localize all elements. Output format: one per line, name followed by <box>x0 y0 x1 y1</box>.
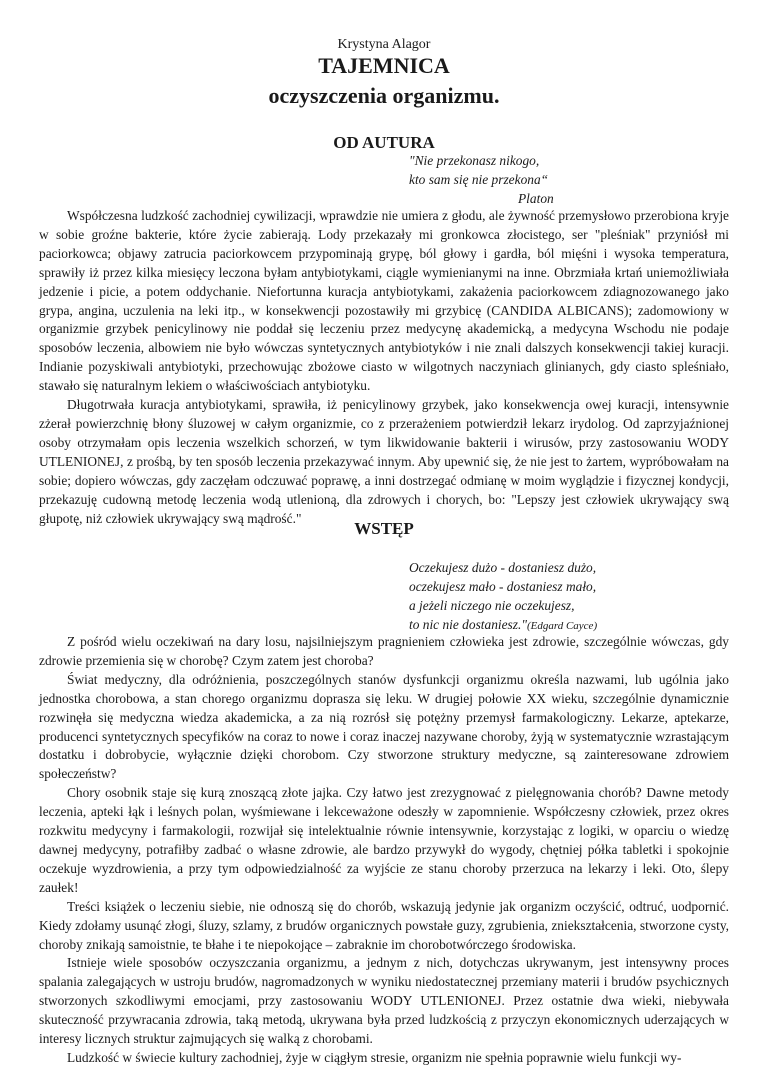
paragraph: Współczesna ludzkość zachodniej cywilizacji, wprawdzie nie umiera z głodu, ale żywność przemysłowo przerobiona kryje w sobie groźne bakterie, które życie zabierają. Lody przekazały mi gronkowca złocistego, ser "pleśniak" przyniósł mi paciorkowca; objawy zatrucia paciorkowcem przypominają grypę, ból głowy i gardła, ból mięśni i wysoka temperatura, sprawiły iż przez kilka miesięcy leczona byłam antybiotykami, ciągle wymienianymi na inne. Obrzmiała krtań uniemożliwiała jedzenie i picie, a potem oddychanie. Niefortunna kuracja antybiotykami, zakażenia paciorkowcem zdiagnozowanego jako grypa, angina, uczulenia na leki itp., w konsekwencji pozostawiły mi grzybicę (CANDIDA ALBICANS); zadomowiony w organizmie grzybek penicylinowy nie poddał się leczeniu przez medycynę akademicką, a medycyna Wschodu nie podaje sposobów leczenia, albowiem nie było wówczas syntetycznych antybiotyków i nie znali dalszych konsekwencji takiej kuracji. Indianie pozyskiwali antybiotyki, przechowując zbożowe ciasto w wilgotnych naczyniach glinianych, gdy ciasto spleśniało, stawało się naturalnym lekiem o właściwościach antybiotyku. <box>39 208 729 394</box>
paragraph: Chory osobnik staje się kurą znoszącą złote jajka. Czy łatwo jest zrezygnować z pielęgnowania chorób? Dawne metody leczenia, apteki łąk i leśnych polan, wyśmiewane i lekceważone odeszły w zapomnienie. Współczesny człowiek, przez okres rozkwitu medycyny i farmakologii, rozwijał się intelektualnie równie intensywnie, korzystając z logiki, w oparciu o wiedzę dawnej medycyny, potrafiłby zadbać o własne zdrowie, ale bardzo przywykł do wygody, chętniej półka tabletki i spokojnie oczekuje wyzdrowienia, a przy tym odpowiedzialność za wyjście ze stanu choroby przerzuca na lekarzy i leki. Oto, ślepy zaułek! <box>39 785 729 895</box>
section-body-wstep <box>39 633 729 1068</box>
epigraph-attribution: (Edgard Cayce) <box>526 620 598 632</box>
epigraph-line: to nic nie dostaniesz." <box>409 617 527 632</box>
paragraph: Istnieje wiele sposobów oczyszczania organizmu, a jednym z nich, dotychczas ukrywanym, jest intensywny proces spalania zalegających w ustroju brudów, nagromadzonych w wyniku niedostatecznej przemiany materii i brudów psychicznych stworzonych szkodliwymi emocjami, przy zastosowaniu WODY UTLENIONEJ. Przez ostatnie dwa wieki, niebywała skuteczność przywracania zdrowia, taką metodą, ukrywana była przed ludzkością z przyczyn ekonomicznych uderzających w interesy licznych struktur zajmujących się walką z chorobami. <box>39 955 729 1047</box>
epigraph-line: Oczekujesz dużo - dostaniesz dużo, <box>409 560 597 575</box>
document-title: TAJEMNICA <box>318 53 450 78</box>
epigraph-platon <box>409 152 554 209</box>
paragraph: Świat medyczny, dla odróżnienia, poszczególnych stanów dysfunkcji organizmu określa nazwami, lub ugólnia jako jednostka chorobowa, a stan chorego organizmu doprasza się leku. W drugiej połowie XX wieku, szczególnie dynamicznie rozwinęła się medyczna wiedza akademicka, a za nią rozrósł się potężny przemysł farmakologiczny. Lekarze, aptekarze, producenci syntetycznych specyfików na coraz to nowe i coraz inaczej nazywane choroby, żyją w systematycznie wzrastającym dostatku i dobrobycie, wyłącznie dzięki chorobom. Czy stworzone struktury medyczne, są zainteresowane zdrowiem społeczeństw? <box>39 671 729 782</box>
paragraph: Treści książek o leczeniu siebie, nie odnoszą się do chorób, wskazują jedynie jak organizm oczyścić, odtruć, uodpornić. Kiedy zdołamy usunąć złogi, śluzy, szlamy, z brudów organicznych powstałe guzy, zgrubienia, zniekształcenia, stworzone cysty, choroby znikają samoistnie, te błahe i te niepokojące – zabraknie im chorobotwórczego środowiska. <box>39 898 729 952</box>
epigraph-line: oczekujesz mało - dostaniesz mało, <box>409 579 597 594</box>
author-name: Krystyna Alagor <box>337 37 431 52</box>
epigraph-line: a jeżeli niczego nie oczekujesz, <box>409 598 575 613</box>
epigraph-line: "Nie przekonasz nikogo, <box>409 153 540 168</box>
paragraph: Ludzkość w świecie kultury zachodniej, żyje w ciągłym stresie, organizm nie spełnia poprawnie wielu funkcji wy- <box>67 1049 682 1065</box>
epigraph-line: kto sam się nie przekona“ <box>409 172 549 187</box>
epigraph-attribution: Platon <box>518 191 554 206</box>
section-body-od-autura <box>39 207 729 528</box>
section-heading-od-autura: OD AUTURA <box>333 133 435 152</box>
section-heading-wstep: WSTĘP <box>354 519 414 538</box>
epigraph-cayce <box>409 559 597 635</box>
paragraph: Z pośród wielu oczekiwań na dary losu, najsilniejszym pragnieniem człowieka jest zdrowie, szczególnie wówczas, gdy zdrowie przemienia się w chorobę? Czym zatem jest choroba? <box>39 634 729 668</box>
document-subtitle: oczyszczenia organizmu. <box>268 83 500 108</box>
paragraph: Długotrwała kuracja antybiotykami, sprawiła, iż penicylinowy grzybek, jako konsekwencja owej kuracji, intensywnie zżerał powierzchnię błony śluzowej w całym organizmie, co z przerażeniem potwierdził lekarz irydolog. Od zaprzyjaźnionej osoby otrzymałam opis leczenia wszelkich schorzeń, w tym likwidowanie bakterii i wirusów, przy zastosowaniu WODY UTLENIONEJ, z prośbą, by ten sposób leczenia przekazywać innym. Aby upewnić się, że nie jest to żartem, wypróbowałam na sobie; dopiero wówczas, gdy zaczęłam odczuwać poprawę, a inni dostrzegać odmianę w moim wyglądzie i fizycznej kondycji, przekazuję cudowną metodę leczenia wodą utlenioną, dla zdrowych i chorych, bo: "Lepszy jest człowiek ukrywający swą głupotę, niż człowiek ukrywający swą mądrość." <box>39 397 729 526</box>
